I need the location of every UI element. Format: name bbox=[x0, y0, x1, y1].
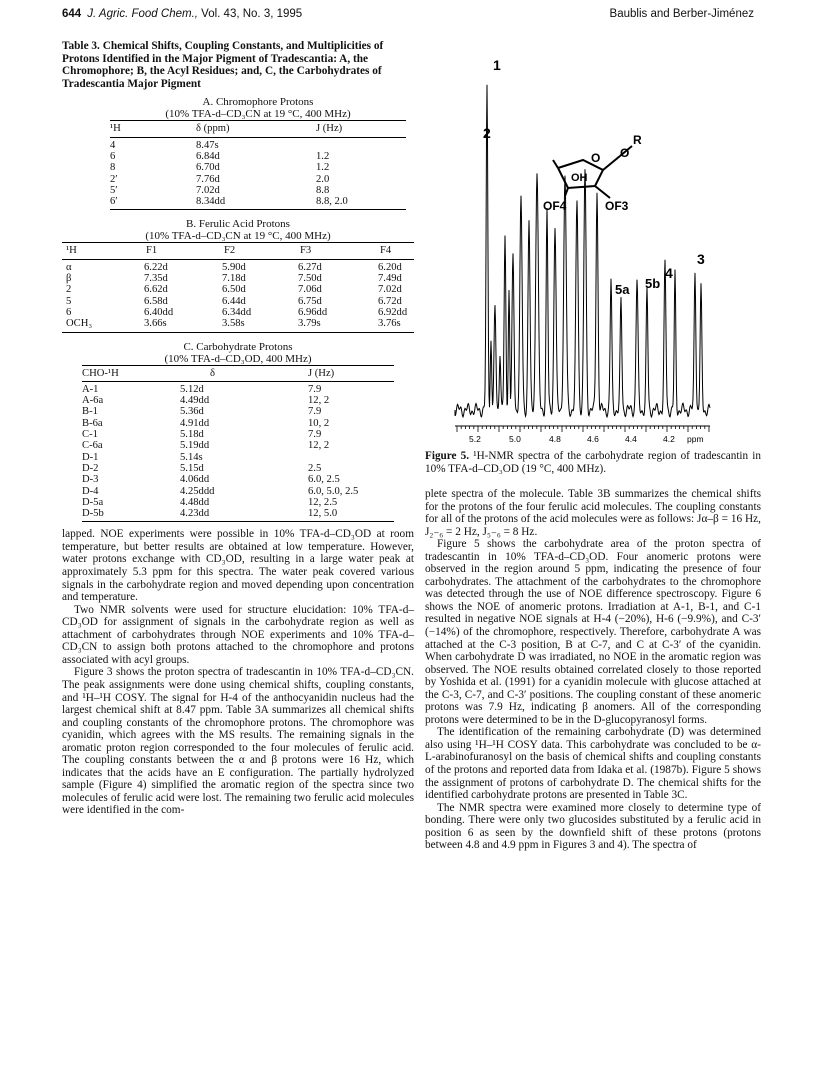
table-row bbox=[82, 474, 394, 485]
table-cell: D-3 bbox=[82, 474, 99, 486]
table-cell: 5.14s bbox=[180, 451, 203, 463]
table-row bbox=[62, 273, 414, 284]
table-cell: β bbox=[66, 273, 72, 285]
table-cell: 5.36d bbox=[180, 406, 204, 418]
table-cell: 3.66s bbox=[124, 318, 202, 332]
table-cell: 6.84d bbox=[196, 150, 220, 162]
table-cell: D-5b bbox=[82, 508, 180, 522]
table-row bbox=[110, 185, 406, 196]
left-column bbox=[62, 40, 414, 817]
table-cell: 6.0, 5.0, 2.5 bbox=[308, 485, 359, 497]
table-row bbox=[62, 284, 414, 295]
table-cell: 6 bbox=[110, 150, 116, 162]
table-cell: 6.34dd bbox=[222, 306, 252, 318]
table-cell: 5.15d bbox=[180, 462, 204, 474]
table-cell: 6.22d bbox=[144, 261, 168, 273]
table-cell: B-1 bbox=[82, 406, 98, 418]
journal-volume: Vol. 43, No. 3, 1995 bbox=[201, 8, 303, 20]
peak-label-5a: 5a bbox=[615, 282, 630, 297]
table-row bbox=[82, 418, 394, 429]
glycosidic-oxygen-label: O bbox=[620, 146, 630, 160]
figure-label: Figure 5. bbox=[425, 450, 470, 462]
table-cell: 8.8, 2.0 bbox=[316, 196, 406, 210]
tick-label: 4.6 bbox=[587, 434, 599, 444]
table-cell: A-1 bbox=[82, 383, 99, 395]
journal-name: J. Agric. Food Chem., bbox=[87, 8, 198, 20]
table-3c-title: C. Carbohydrate Protons bbox=[183, 340, 293, 353]
table-cell: 7.50d bbox=[298, 273, 322, 285]
table-cell: 6.27d bbox=[298, 261, 322, 273]
table-cell: OCH₃ bbox=[62, 318, 124, 332]
table-cell: 6.70d bbox=[196, 162, 220, 174]
table-cell: 12, 5.0 bbox=[308, 508, 394, 522]
paragraph: Figure 3 shows the proton spectra of tradescantin in 10% TFA-d–CD₃CN. The peak assignments were done using chemical shifts, coupling constants, and ¹H–¹H COSY. The signal for H-4 of the anthocyanidin nucleus had the largest chemical shift at 8.47 ppm. Table 3A summarizes all chemical shifts and coupling constants of the chromophore protons. The chromophore was cyanidin, which agrees with the MS results. The remaining signals in the aromatic proton region corresponded to the four molecules of ferulic acid. The coupling constants between the α and β protons were 16 Hz, which indicates that the acids have an E configuration. The partially hydrolyzed sample (Figure 4) simplified the aromatic region of the spectra since two molecules of ferulic acid were lost. The remaining two ferulic acid molecules were identified in the com- bbox=[62, 666, 414, 817]
table-caption: Table 3. Chemical Shifts, Coupling Constants, and Multiplicities of Protons Identified in the Major Pigment of Tradescantia: A, the Chromophore; B, the Acyl Residues; and, C, the Carbohydrates of Tradescantia Major Pigment bbox=[62, 40, 384, 90]
col-header: F4 bbox=[358, 243, 414, 259]
table-row bbox=[82, 381, 394, 395]
table-cell: 7.35d bbox=[144, 273, 168, 285]
paragraph: lapped. NOE experiments were possible in 10% TFA-d–CD₃OD at room temperature, but better results are obtained at low temperature. However, water protons exchange with CD₃OD, resulting in a large water peak at approximately 5.3 ppm for this spectra. The water peak covered various signals in the carbohydrate region and moved depending upon concentration and temperature. bbox=[62, 528, 414, 604]
table-cell: 8.8 bbox=[316, 184, 330, 196]
table-row bbox=[82, 429, 394, 440]
peak-label-2: 2 bbox=[483, 125, 491, 141]
page-number: 644 bbox=[62, 8, 82, 20]
table-cell: 7.9 bbox=[308, 429, 322, 441]
col-header: J (Hz) bbox=[308, 365, 394, 381]
table-row bbox=[62, 259, 414, 273]
table-cell: 5 bbox=[66, 295, 72, 307]
table-row bbox=[110, 162, 406, 173]
table-cell: 4 bbox=[110, 139, 116, 151]
running-header-left bbox=[62, 8, 302, 20]
table-row bbox=[110, 196, 406, 210]
table-3a bbox=[110, 96, 406, 210]
table-row bbox=[110, 174, 406, 185]
table-cell: 5.19dd bbox=[180, 440, 210, 452]
table-cell: 4.23dd bbox=[180, 508, 308, 522]
ring-oxygen-label: O bbox=[591, 151, 601, 165]
table-cell: 2.0 bbox=[316, 173, 330, 185]
running-header-authors: Baublis and Berber-Jiménez bbox=[609, 8, 754, 20]
table-cell: 6.62d bbox=[144, 284, 168, 296]
table-cell: 7.02d bbox=[196, 184, 220, 196]
table-cell: 6.50d bbox=[222, 284, 246, 296]
table-cell: 6.58d bbox=[144, 295, 168, 307]
tick-label: 4.4 bbox=[625, 434, 637, 444]
table-cell: 7.18d bbox=[222, 273, 246, 285]
peak-label-1: 1 bbox=[493, 57, 501, 73]
table-cell: 6.44d bbox=[222, 295, 246, 307]
col-header: F3 bbox=[278, 243, 358, 259]
col-header: δ (ppm) bbox=[196, 121, 316, 137]
col-header: F2 bbox=[202, 243, 278, 259]
tick-label: 5.2 bbox=[469, 434, 481, 444]
table-cell: 4.91dd bbox=[180, 417, 210, 429]
paragraph: Figure 5 shows the carbohydrate area of the proton spectra of tradescantin in 10% TFA-d–CD₃OD. Four anomeric protons were observed in the region around 5 ppm, indicating the presence of four carbohydrates. The attachment of the carbohydrates to the chromophore was detected through the use of NOE difference spectroscopy. Figure 6 shows the NOE of anomeric protons. Irradiation at A-1, B-1, and C-1 resulted in negative NOE signals at H-4 (−20%), H-6 (−9.9%), and C-3′ (−14%) of the chromophore, respectively. Therefore, carbohydrate A was attached at the C-3 position, B at C-7, and C at C-3′ of the cyanidin. When carbohydrate D was irradiated, no NOE in the aromatic region was observed. The NOE results obtained correlated closely to those reported by Yoshida et al. (1991) for a cyanidin molecule with glucose attached at the C-3, C-7, and C-3′ positions. The coupling constant of these anomeric protons was 7.9 Hz, indicating β anomers. All of the corresponding protons were determined to be in the D-glucopyranosyl forms. bbox=[425, 538, 761, 726]
table-cell: 5′ bbox=[110, 184, 118, 196]
figure-caption bbox=[425, 450, 761, 475]
paragraph: Two NMR solvents were used for structure elucidation: 10% TFA-d–CD₃OD for assignment of signals in the carbohydrate region as well as attachment of carbohydrates through NOE experiments and 10% TFA-d–CD₃CN to assign both protons attached to the chromophore and protons associated with acyl groups. bbox=[62, 603, 414, 666]
table-3a-grid bbox=[110, 120, 406, 210]
table-cell: C-6a bbox=[82, 440, 103, 452]
table-3b-subtitle: (10% TFA-d–CD₃CN at 19 °C, 400 MHz) bbox=[145, 230, 331, 243]
table-cell: 4.06dd bbox=[180, 474, 210, 486]
table-cell: 12, 2 bbox=[308, 395, 330, 407]
figure-caption-text: ¹H-NMR spectra of the carbohydrate region of tradescantin in 10% TFA-d–CD₃OD (19 °C, 400 MHz). bbox=[425, 450, 762, 475]
col-header: F1 bbox=[124, 243, 202, 259]
table-3a-title: A. Chromophore Protons bbox=[202, 96, 314, 109]
right-body-text bbox=[425, 488, 761, 852]
table-cell: 2 bbox=[66, 284, 72, 296]
table-cell: 2′ bbox=[110, 173, 118, 185]
peak-label-3: 3 bbox=[697, 251, 705, 267]
table-cell: α bbox=[66, 261, 72, 273]
table-cell: 6.40dd bbox=[144, 306, 174, 318]
table-row bbox=[82, 406, 394, 417]
table-cell: 5.12d bbox=[180, 383, 204, 395]
table-cell: B-6a bbox=[82, 417, 103, 429]
table-row bbox=[62, 307, 414, 318]
table-cell: 12, 2 bbox=[308, 440, 330, 452]
table-cell: C-1 bbox=[82, 429, 98, 441]
table-3c-subtitle: (10% TFA-d–CD₃OD, 400 MHz) bbox=[164, 352, 312, 365]
table-3c-grid bbox=[82, 365, 394, 523]
table-cell: 6.72d bbox=[378, 295, 402, 307]
table-row bbox=[110, 137, 406, 151]
table-cell: A-6a bbox=[82, 395, 104, 407]
table-cell: 4.49dd bbox=[180, 395, 210, 407]
table-row bbox=[62, 296, 414, 307]
table-cell: 2.5 bbox=[308, 462, 322, 474]
peak-label-5b: 5b bbox=[645, 276, 661, 291]
table-cell: 7.06d bbox=[298, 284, 322, 296]
col-header: ¹H bbox=[62, 243, 124, 259]
table-cell: 12, 2.5 bbox=[308, 496, 338, 508]
table-row bbox=[82, 440, 394, 451]
nmr-spectrum-figure bbox=[425, 50, 725, 450]
table-3c bbox=[82, 341, 394, 523]
table-cell: D-5a bbox=[82, 496, 104, 508]
table-cell: 7.9 bbox=[308, 406, 322, 418]
table-3b bbox=[62, 218, 414, 332]
table-row bbox=[82, 395, 394, 406]
col-header: J (Hz) bbox=[316, 121, 406, 137]
table-cell bbox=[316, 137, 406, 151]
table-cell: 7.02d bbox=[378, 284, 402, 296]
table-cell: 6.20d bbox=[378, 261, 402, 273]
table-3b-grid bbox=[62, 242, 414, 332]
table-cell: 6 bbox=[66, 306, 72, 318]
table-cell: 3.76s bbox=[358, 318, 414, 332]
table-cell: 8 bbox=[110, 162, 116, 174]
table-cell: D-4 bbox=[82, 485, 99, 497]
table-cell: 7.49d bbox=[378, 273, 402, 285]
table-row bbox=[82, 486, 394, 497]
table-cell: 6.96dd bbox=[298, 306, 328, 318]
axis-unit: ppm bbox=[687, 434, 704, 444]
of3-label: OF3 bbox=[605, 199, 629, 213]
table-row bbox=[82, 463, 394, 474]
table-cell: 3.58s bbox=[202, 318, 278, 332]
table-cell: 6.0, 2.5 bbox=[308, 474, 340, 486]
table-row bbox=[82, 452, 394, 463]
col-header: CHO-¹H bbox=[82, 365, 180, 381]
table-cell: 6.75d bbox=[298, 295, 322, 307]
table-cell: 5.90d bbox=[222, 261, 246, 273]
col-header: ¹H bbox=[110, 121, 196, 137]
table-3b-title: B. Ferulic Acid Protons bbox=[186, 218, 290, 231]
table-cell: 1.2 bbox=[316, 162, 330, 174]
table-row bbox=[62, 318, 414, 332]
col-header: δ bbox=[180, 365, 308, 381]
table-cell: D-2 bbox=[82, 462, 99, 474]
table-cell bbox=[308, 452, 394, 463]
tick-label: 4.8 bbox=[549, 434, 561, 444]
table-cell: 7.9 bbox=[308, 383, 322, 395]
spectrum-trace bbox=[455, 85, 710, 417]
paragraph: The identification of the remaining carbohydrate (D) was determined also using ¹H–¹H COSY data. This carbohydrate was concluded to be α-L-arabinofuranosyl on the basis of chemical shifts and coupling constants of the protons and reported data from Idaka et al. (1987b). Figure 5 shows the assignment of protons of carbohydrate D. The chemical shifts for the identified carbohydrate protons are presented in Table 3C. bbox=[425, 726, 761, 802]
r-group-label: R bbox=[633, 133, 642, 147]
paragraph: plete spectra of the molecule. Table 3B summarizes the chemical shifts for the protons of the four ferulic acid molecules. The coupling constants for all of the protons of the acid molecules were as follows: Jα–β = 16 Hz, J₂₋₆ = 2 Hz, J₅₋₆ = 8 Hz. bbox=[425, 488, 761, 538]
table-cell: 10, 2 bbox=[308, 417, 330, 429]
table-cell: 4.48dd bbox=[180, 496, 210, 508]
table-cell: 5.18d bbox=[180, 429, 204, 441]
table-cell: 8.34dd bbox=[196, 196, 316, 210]
table-cell: 8.47s bbox=[196, 139, 219, 151]
table-cell: 6′ bbox=[110, 196, 196, 210]
table-row bbox=[82, 508, 394, 522]
of4-label: OF4 bbox=[543, 199, 567, 213]
paragraph: The NMR spectra were examined more closely to determine type of bonding. There were only two glucosides substituted by a ferulic acid in position 6 as seen by the downfield shift of these protons (protons between 4.8 and 4.9 ppm in Figures 3 and 4). The spectra of bbox=[425, 801, 761, 852]
left-body-text bbox=[62, 528, 414, 817]
table-cell: 3.79s bbox=[278, 318, 358, 332]
table-cell: 1.2 bbox=[316, 150, 330, 162]
table-cell: D-1 bbox=[82, 451, 99, 463]
table-cell: 6.92dd bbox=[378, 306, 408, 318]
tick-label: 4.2 bbox=[663, 434, 675, 444]
table-cell: 7.76d bbox=[196, 173, 220, 185]
table-row bbox=[110, 151, 406, 162]
hydroxyl-label: OH bbox=[571, 172, 588, 184]
table-cell: 4.25ddd bbox=[180, 485, 215, 497]
table-3a-subtitle: (10% TFA-d–CD₃CN at 19 °C, 400 MHz) bbox=[165, 108, 351, 121]
peak-label-4: 4 bbox=[665, 265, 673, 281]
table-row bbox=[82, 497, 394, 508]
tick-label: 5.0 bbox=[509, 434, 521, 444]
